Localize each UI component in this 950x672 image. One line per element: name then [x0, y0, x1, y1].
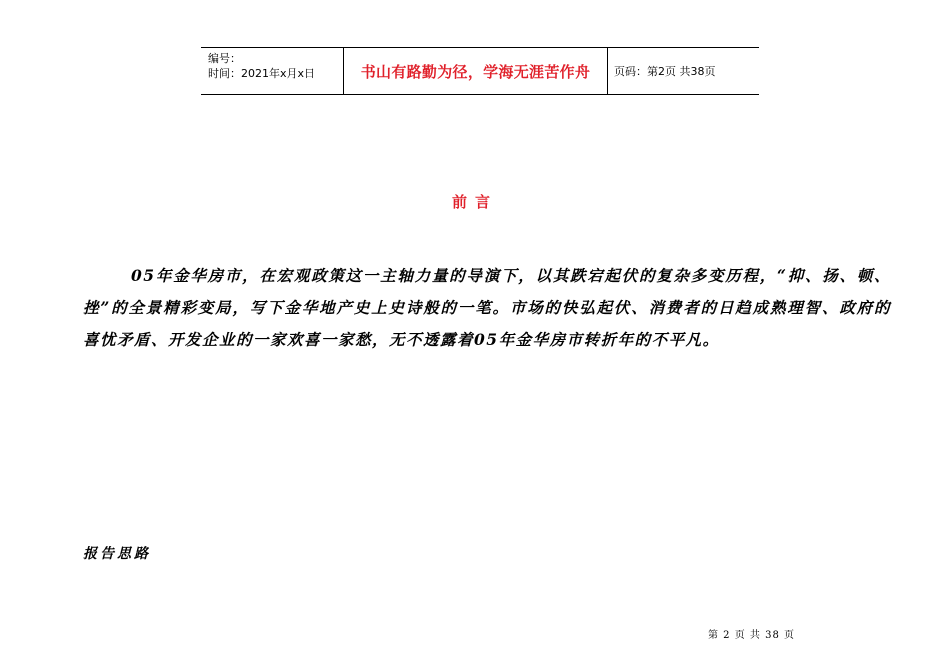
header-page-cell: [608, 48, 759, 94]
header-motto: 书山有路勤为径，学海无涯苦作舟: [360, 62, 591, 81]
time-label: 时间：2021年x月x日: [208, 67, 316, 80]
header-page-info: 页码：第2页 共38页: [614, 65, 716, 78]
document-header: [201, 47, 759, 95]
header-motto-cell: [344, 48, 608, 94]
report-outline-heading: 报告思路: [83, 546, 151, 562]
preface-paragraph: 05年金华房市，在宏观政策这一主轴力量的导演下，以其跌宕起伏的复杂多变历程，“抑、扬、顿、挫”的全景精彩变局，写下金华地产史上史诗般的一笔。市场的快弘起伏、消费者的日趋成熟理智、政府的喜忧矛盾、开发企业的一家欢喜一家愁，无不透露着05年金华房市转折年的不平凡。: [83, 266, 891, 349]
footer-page-number: 第 2 页 共 38 页: [708, 630, 795, 641]
preface-title: 前言: [451, 193, 498, 211]
header-meta-cell: [201, 48, 344, 94]
code-label: 编号：: [208, 52, 241, 65]
